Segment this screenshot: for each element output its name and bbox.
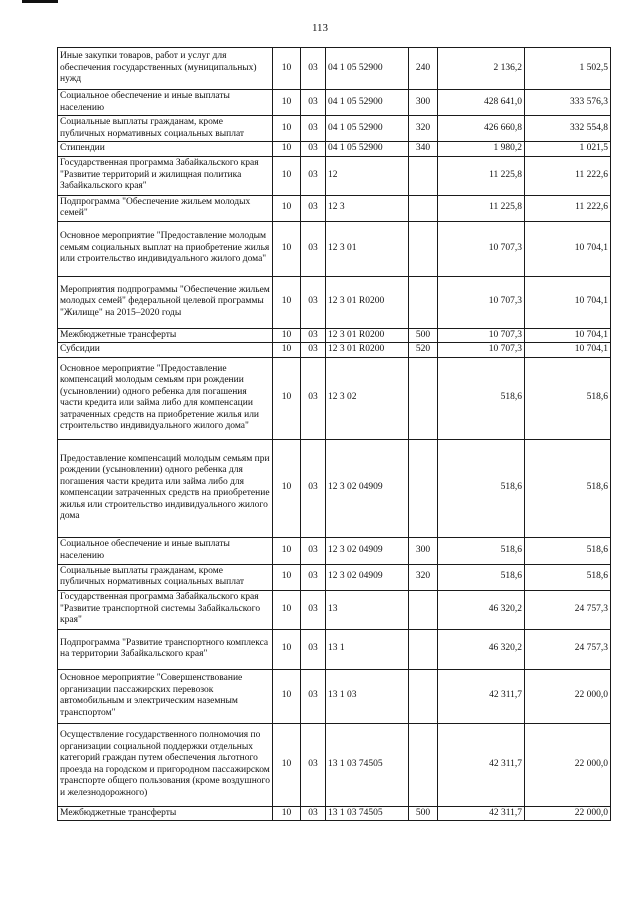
- table-row: [58, 343, 611, 358]
- row-description: Государственная программа Забайкальского края "Развитие территорий и жилищная политика Забайкальского края": [58, 156, 273, 195]
- expense-type-code: [409, 221, 438, 276]
- amount-year-2: 518,6: [525, 357, 611, 439]
- expense-type-code: [409, 357, 438, 439]
- amount-year-2: 10 704,1: [525, 221, 611, 276]
- table-row: [58, 723, 611, 806]
- target-article-code: 13 1 03 74505: [326, 723, 409, 806]
- amount-year-2: 1 502,5: [525, 48, 611, 90]
- table-row: [58, 439, 611, 537]
- amount-year-1: 518,6: [438, 537, 525, 564]
- row-description: Предоставление компенсаций молодым семьям при рождении (усыновлении) одного ребенка для погашения части кредита или займа либо для компенсации затраченных средств на приобретение жилья или строительство индивидуального жилого дома: [58, 439, 273, 537]
- expense-type-code: 320: [409, 564, 438, 590]
- amount-year-1: 11 225,8: [438, 195, 525, 221]
- expense-type-code: 500: [409, 806, 438, 821]
- row-description: Мероприятия подпрограммы "Обеспечение жильем молодых семей" федеральной целевой программы "Жилище" на 2015–2020 годы: [58, 276, 273, 328]
- amount-year-2: 24 757,3: [525, 629, 611, 669]
- table-row: [58, 142, 611, 157]
- subsection-code: 03: [301, 537, 326, 564]
- row-description: Стипендии: [58, 142, 273, 157]
- row-description: Субсидии: [58, 343, 273, 358]
- target-article-code: 12 3 02: [326, 357, 409, 439]
- amount-year-1: 42 311,7: [438, 669, 525, 723]
- page-number: 113: [311, 22, 329, 34]
- row-description: Подпрограмма "Развитие транспортного комплекса на территории Забайкальского края": [58, 629, 273, 669]
- amount-year-2: 10 704,1: [525, 343, 611, 358]
- table-row: [58, 90, 611, 116]
- expense-type-code: 520: [409, 343, 438, 358]
- section-code: 10: [273, 328, 301, 343]
- amount-year-2: 22 000,0: [525, 723, 611, 806]
- target-article-code: 04 1 05 52900: [326, 90, 409, 116]
- expense-type-code: [409, 276, 438, 328]
- amount-year-2: 518,6: [525, 439, 611, 537]
- expense-type-code: [409, 669, 438, 723]
- table-row: [58, 669, 611, 723]
- amount-year-1: 518,6: [438, 357, 525, 439]
- subsection-code: 03: [301, 806, 326, 821]
- expense-type-code: 340: [409, 142, 438, 157]
- target-article-code: 04 1 05 52900: [326, 116, 409, 142]
- table-row: [58, 590, 611, 629]
- section-code: 10: [273, 343, 301, 358]
- section-code: 10: [273, 590, 301, 629]
- target-article-code: 12 3 01 R0200: [326, 343, 409, 358]
- table-row: [58, 537, 611, 564]
- amount-year-2: 1 021,5: [525, 142, 611, 157]
- expense-type-code: 500: [409, 328, 438, 343]
- subsection-code: 03: [301, 343, 326, 358]
- subsection-code: 03: [301, 669, 326, 723]
- subsection-code: 03: [301, 590, 326, 629]
- section-code: 10: [273, 90, 301, 116]
- expense-type-code: [409, 439, 438, 537]
- amount-year-1: 518,6: [438, 439, 525, 537]
- subsection-code: 03: [301, 195, 326, 221]
- subsection-code: 03: [301, 48, 326, 90]
- expense-type-code: [409, 156, 438, 195]
- expense-type-code: 320: [409, 116, 438, 142]
- table-row: [58, 276, 611, 328]
- row-description: Межбюджетные трансферты: [58, 328, 273, 343]
- section-code: 10: [273, 669, 301, 723]
- amount-year-1: 10 707,3: [438, 343, 525, 358]
- target-article-code: 12 3 01 R0200: [326, 328, 409, 343]
- table-row: [58, 195, 611, 221]
- amount-year-2: 333 576,3: [525, 90, 611, 116]
- amount-year-2: 22 000,0: [525, 669, 611, 723]
- expense-type-code: [409, 723, 438, 806]
- table-row: [58, 328, 611, 343]
- amount-year-1: 10 707,3: [438, 328, 525, 343]
- section-code: 10: [273, 116, 301, 142]
- table-row: [58, 116, 611, 142]
- row-description: Осуществление государственного полномочия по организации социальной поддержки отдельных категорий граждан путем обеспечения льготного проезда на городском и пригородном пассажирском транспорте общего пользования (кроме воздушного и железнодорожного): [58, 723, 273, 806]
- target-article-code: 12 3 02 04909: [326, 537, 409, 564]
- row-description: Подпрограмма "Обеспечение жильем молодых семей": [58, 195, 273, 221]
- amount-year-1: 46 320,2: [438, 629, 525, 669]
- subsection-code: 03: [301, 276, 326, 328]
- section-code: 10: [273, 564, 301, 590]
- target-article-code: 13 1 03: [326, 669, 409, 723]
- amount-year-2: 10 704,1: [525, 276, 611, 328]
- section-code: 10: [273, 195, 301, 221]
- section-code: 10: [273, 48, 301, 90]
- row-description: Социальное обеспечение и иные выплаты населению: [58, 90, 273, 116]
- expense-type-code: 240: [409, 48, 438, 90]
- row-description: Государственная программа Забайкальского края "Развитие транспортной системы Забайкальского края": [58, 590, 273, 629]
- amount-year-1: 42 311,7: [438, 723, 525, 806]
- amount-year-2: 11 222,6: [525, 156, 611, 195]
- table-row: [58, 48, 611, 90]
- top-edge-mark: [22, 0, 58, 3]
- amount-year-2: 22 000,0: [525, 806, 611, 821]
- expense-type-code: [409, 195, 438, 221]
- target-article-code: 13: [326, 590, 409, 629]
- expense-type-code: [409, 590, 438, 629]
- amount-year-2: 10 704,1: [525, 328, 611, 343]
- section-code: 10: [273, 142, 301, 157]
- section-code: 10: [273, 629, 301, 669]
- target-article-code: 12 3: [326, 195, 409, 221]
- amount-year-1: 10 707,3: [438, 276, 525, 328]
- amount-year-1: 10 707,3: [438, 221, 525, 276]
- amount-year-2: 518,6: [525, 537, 611, 564]
- target-article-code: 13 1 03 74505: [326, 806, 409, 821]
- subsection-code: 03: [301, 357, 326, 439]
- target-article-code: 12 3 02 04909: [326, 564, 409, 590]
- budget-table: [57, 47, 611, 821]
- amount-year-1: 1 980,2: [438, 142, 525, 157]
- target-article-code: 12: [326, 156, 409, 195]
- amount-year-1: 428 641,0: [438, 90, 525, 116]
- row-description: Иные закупки товаров, работ и услуг для обеспечения государственных (муниципальных) нужд: [58, 48, 273, 90]
- subsection-code: 03: [301, 221, 326, 276]
- target-article-code: 04 1 05 52900: [326, 48, 409, 90]
- table-row: [58, 806, 611, 821]
- expense-type-code: [409, 629, 438, 669]
- amount-year-1: 42 311,7: [438, 806, 525, 821]
- row-description: Социальное обеспечение и иные выплаты населению: [58, 537, 273, 564]
- row-description: Социальные выплаты гражданам, кроме публичных нормативных социальных выплат: [58, 564, 273, 590]
- amount-year-1: 11 225,8: [438, 156, 525, 195]
- section-code: 10: [273, 276, 301, 328]
- section-code: 10: [273, 806, 301, 821]
- amount-year-1: 46 320,2: [438, 590, 525, 629]
- target-article-code: 13 1: [326, 629, 409, 669]
- subsection-code: 03: [301, 629, 326, 669]
- expense-type-code: 300: [409, 90, 438, 116]
- subsection-code: 03: [301, 723, 326, 806]
- section-code: 10: [273, 723, 301, 806]
- row-description: Социальные выплаты гражданам, кроме публичных нормативных социальных выплат: [58, 116, 273, 142]
- row-description: Основное мероприятие "Предоставление молодым семьям социальных выплат на приобретение жилья или строительство индивидуального жилого дома": [58, 221, 273, 276]
- amount-year-2: 24 757,3: [525, 590, 611, 629]
- target-article-code: 12 3 01: [326, 221, 409, 276]
- section-code: 10: [273, 439, 301, 537]
- subsection-code: 03: [301, 142, 326, 157]
- subsection-code: 03: [301, 156, 326, 195]
- table-row: [58, 357, 611, 439]
- section-code: 10: [273, 357, 301, 439]
- amount-year-1: 2 136,2: [438, 48, 525, 90]
- target-article-code: 12 3 02 04909: [326, 439, 409, 537]
- amount-year-1: 518,6: [438, 564, 525, 590]
- subsection-code: 03: [301, 328, 326, 343]
- subsection-code: 03: [301, 564, 326, 590]
- subsection-code: 03: [301, 90, 326, 116]
- expense-type-code: 300: [409, 537, 438, 564]
- table-row: [58, 156, 611, 195]
- subsection-code: 03: [301, 439, 326, 537]
- section-code: 10: [273, 156, 301, 195]
- row-description: Основное мероприятие "Совершенствование организации пассажирских перевозок автомобильным и электрическим наземным транспортом": [58, 669, 273, 723]
- amount-year-1: 426 660,8: [438, 116, 525, 142]
- row-description: Основное мероприятие "Предоставление компенсаций молодым семьям при рождении (усыновлении) одного ребенка для погашения части кредита или займа либо для компенсации затраченных средств на приобретение жилья или строительство индивидуального жилого дома": [58, 357, 273, 439]
- section-code: 10: [273, 221, 301, 276]
- table-row: [58, 564, 611, 590]
- amount-year-2: 332 554,8: [525, 116, 611, 142]
- amount-year-2: 11 222,6: [525, 195, 611, 221]
- target-article-code: 04 1 05 52900: [326, 142, 409, 157]
- amount-year-2: 518,6: [525, 564, 611, 590]
- section-code: 10: [273, 537, 301, 564]
- table-row: [58, 221, 611, 276]
- subsection-code: 03: [301, 116, 326, 142]
- target-article-code: 12 3 01 R0200: [326, 276, 409, 328]
- row-description: Межбюджетные трансферты: [58, 806, 273, 821]
- table-row: [58, 629, 611, 669]
